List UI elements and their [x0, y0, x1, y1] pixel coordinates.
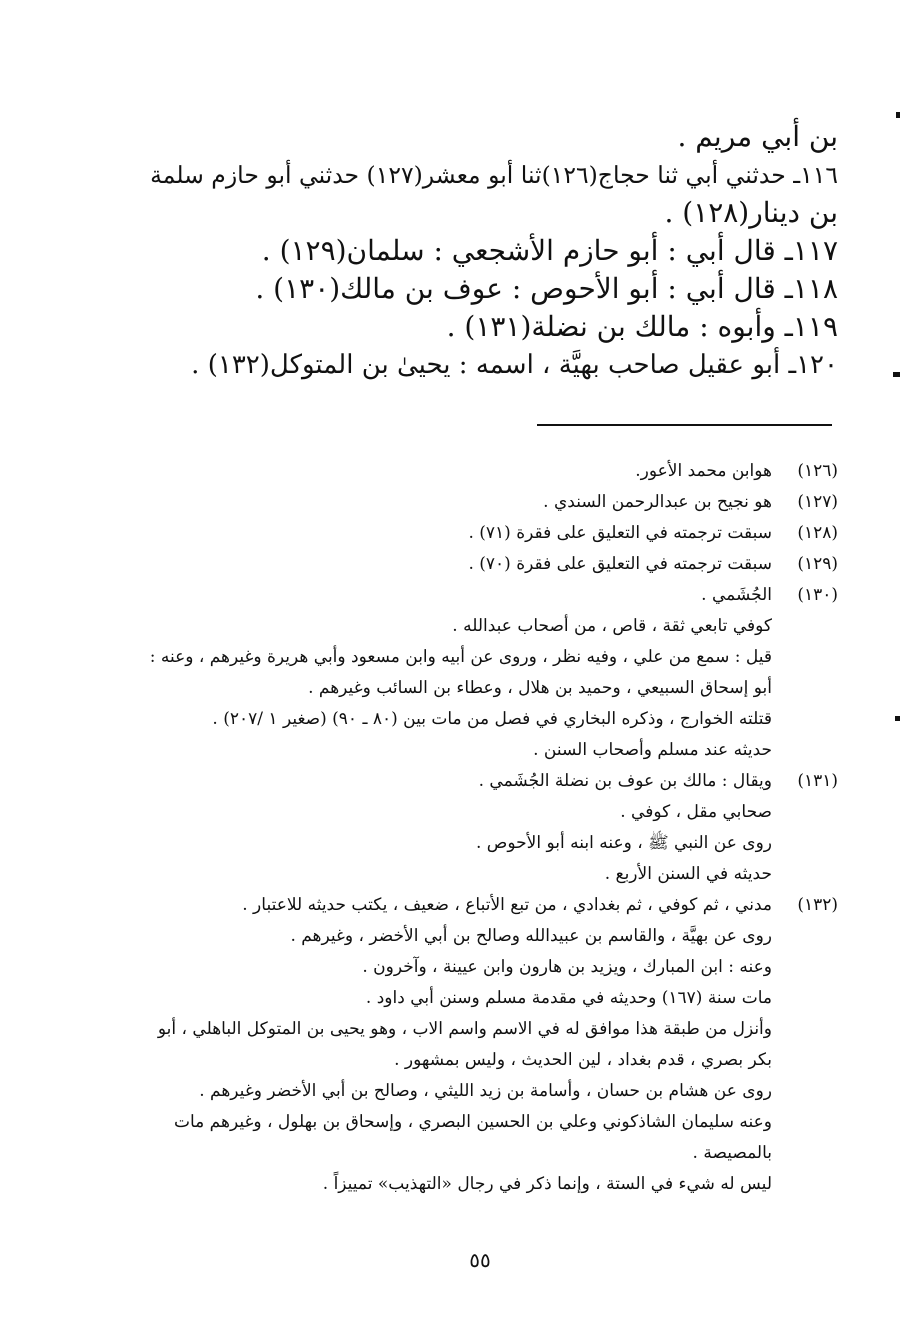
footnote-line: كوفي تابعي ثقة ، قاص ، من أصحاب عبدالله . [452, 616, 772, 636]
edge-mark-middle [893, 372, 900, 377]
main-line: ١١٨ـ قال أبي : أبو الأحوص : عوف بن مالك(١٣٠) . [255, 272, 838, 305]
footnote-127 [108, 487, 838, 518]
footnote-number: (١٢٧) [797, 492, 838, 512]
main-line: ١١٧ـ قال أبي : أبو حازم الأشجعي : سلمان(١٢٩) . [261, 234, 838, 267]
main-line: بن دينار(١٢٨) . [664, 196, 838, 229]
footnote-line: وعنه : ابن المبارك ، ويزيد بن هارون وابن عيينة ، وآخرون . [362, 957, 772, 977]
footnote-line: الجُشَمي . [701, 585, 772, 605]
footnote-line: مات سنة (١٦٧) وحديثه في مقدمة مسلم وسنن أبي داود . [365, 988, 772, 1008]
footnote-number: (١٣١) [797, 771, 838, 791]
footnote-line: سبقت ترجمته في التعليق على فقرة (٧١) . [468, 523, 772, 543]
footnote-128 [108, 518, 838, 549]
edge-mark-top [896, 112, 900, 118]
footnote-number: (١٣٢) [797, 895, 838, 915]
footnote-line: روى عن هشام بن حسان ، وأسامة بن زيد الليثي ، وصالح بن أبي الأخضر وغيرهم . [199, 1081, 772, 1101]
footnote-131 [108, 766, 838, 890]
footnote-129 [108, 549, 838, 580]
footnote-126 [108, 456, 838, 487]
footnote-line: سبقت ترجمته في التعليق على فقرة (٧٠) . [468, 554, 772, 574]
footnote-line: قيل : سمع من علي ، وفيه نظر ، وروى عن أبيه وابن مسعود وأبي هريرة وغيرهم ، وعنه : [149, 647, 772, 667]
footnote-body [108, 487, 772, 518]
edge-mark-lower [895, 716, 900, 721]
main-line: ١٢٠ـ أبو عقيل صاحب بهيَّة ، اسمه : يحيىٰ بن المتوكل(١٣٢) . [191, 350, 838, 380]
footnote-body [108, 518, 772, 549]
footnote-line: روى عن النبي ﷺ ، وعنه ابنه أبو الأحوص . [476, 833, 772, 853]
footnote-line: روى عن بهيَّة ، والقاسم بن عبيدالله وصالح بن أبي الأخضر ، وغيرهم . [290, 926, 772, 946]
footnote-line: هوابن محمد الأعور. [635, 461, 772, 481]
footnote-line: حديثه في السنن الأربع . [604, 864, 772, 884]
footnote-line: ليس له شيء في الستة ، وإنما ذكر في رجال «التهذيب» تمييزاً . [322, 1174, 772, 1194]
footnote-130 [108, 580, 838, 766]
footnote-line: حديثه عند مسلم وأصحاب السنن . [533, 740, 772, 760]
footnote-body [108, 890, 772, 1200]
main-line: بن أبي مريم . [677, 120, 838, 153]
footnote-line: أبو إسحاق السبيعي ، وحميد بن هلال ، وعطاء بن السائب وغيرهم . [308, 678, 772, 698]
footnote-number: (١٣٠) [797, 585, 838, 605]
footnote-line: قتلته الخوارج ، وذكره البخاري في فصل من مات بين (٨٠ ـ ٩٠) (صغير ١ /٢٠٧) . [212, 709, 772, 729]
footnote-body [108, 766, 772, 890]
footnote-body [108, 580, 772, 766]
footnote-line: صحابي مقل ، كوفي . [620, 802, 772, 822]
footnote-line: بالمصيصة . [692, 1143, 772, 1163]
footnotes [108, 456, 838, 1200]
footnote-line: بكر بصري ، قدم بغداد ، لين الحديث ، وليس بمشهور . [394, 1050, 772, 1070]
main-text [138, 118, 838, 384]
footnote-number: (١٢٩) [797, 554, 838, 574]
footnote-line: هو نجيح بن عبدالرحمن السندي . [543, 492, 772, 512]
footnote-line: وأنزل من طبقة هذا موافق له في الاسم واسم الاب ، وهو يحيى بن المتوكل الباهلي ، أبو [157, 1019, 772, 1039]
footnote-separator [537, 424, 832, 426]
footnote-line: ويقال : مالك بن عوف بن نضلة الجُشَمي . [478, 771, 772, 791]
page-number: ٥٥ [469, 1248, 491, 1272]
footnote-number: (١٢٨) [797, 523, 838, 543]
footnote-132 [108, 890, 838, 1200]
footnote-line: مدني ، ثم كوفي ، ثم بغدادي ، من تبع الأتباع ، ضعيف ، يكتب حديثه للاعتبار . [242, 895, 772, 915]
footnote-body [108, 549, 772, 580]
footnote-line: وعنه سليمان الشاذكوني وعلي بن الحسين البصري ، وإسحاق بن بهلول ، وغيرهم مات [173, 1112, 772, 1132]
main-line: ١١٦ـ حدثني أبي ثنا حجاج(١٢٦)ثنا أبو معشر(١٢٧) حدثني أبو حازم سلمة [150, 161, 838, 189]
footnote-body [108, 456, 772, 487]
footnote-number: (١٢٦) [797, 461, 838, 481]
main-line: ١١٩ـ وأبوه : مالك بن نضلة(١٣١) . [446, 310, 838, 343]
